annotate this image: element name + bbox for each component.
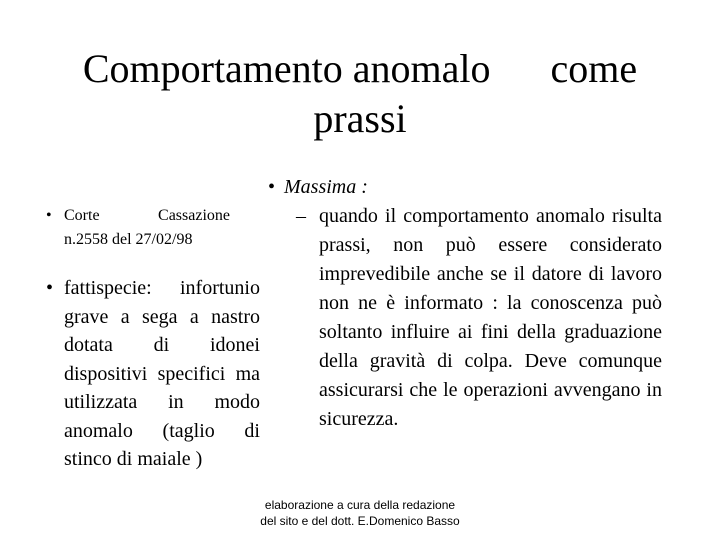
citation-bullet bbox=[46, 204, 260, 252]
massima-heading bbox=[268, 173, 662, 201]
bullet-marker: • bbox=[46, 277, 54, 299]
slide-title bbox=[0, 44, 720, 144]
citation-court bbox=[64, 204, 230, 228]
citation-court-word: Cassazione bbox=[158, 207, 230, 224]
citation-ruling: n.2558 del 27/02/98 bbox=[64, 231, 193, 248]
slide-title-line-1: Comportamento anomalo come bbox=[82, 46, 638, 91]
dash-marker: – bbox=[296, 205, 306, 227]
bullet-marker: • bbox=[46, 207, 52, 224]
footer-line-2: del sito e del dott. E.Domenico Basso bbox=[260, 514, 460, 528]
footer-line-1: elaborazione a cura della redazione bbox=[264, 498, 456, 512]
citation-court-word: Corte bbox=[64, 207, 100, 224]
massima-subitem bbox=[268, 202, 662, 434]
massima-heading-text: Massima : bbox=[284, 176, 368, 198]
fattispecie-text: fattispecie: infortunio grave a sega a nastro dotata di idonei dispositivi specifici ma utilizzata in modo anomalo (taglio di stinco di maiale ) bbox=[64, 277, 260, 470]
left-column bbox=[46, 204, 260, 474]
fattispecie-bullet bbox=[46, 274, 260, 474]
bullet-marker: • bbox=[268, 176, 276, 198]
slide-title-line-2: prassi bbox=[313, 96, 407, 141]
right-column bbox=[268, 173, 662, 434]
massima-text: quando il comportamento anomalo risulta prassi, non può essere considerato imprevedibile anche se il datore di lavoro non ne è informato : la conoscenza può soltanto influire ai fini della graduazione della gravità di colpa. Deve comunque assicurarsi che le operazioni avvengano in sicurezza. bbox=[319, 205, 662, 430]
footer-credit bbox=[0, 497, 720, 529]
